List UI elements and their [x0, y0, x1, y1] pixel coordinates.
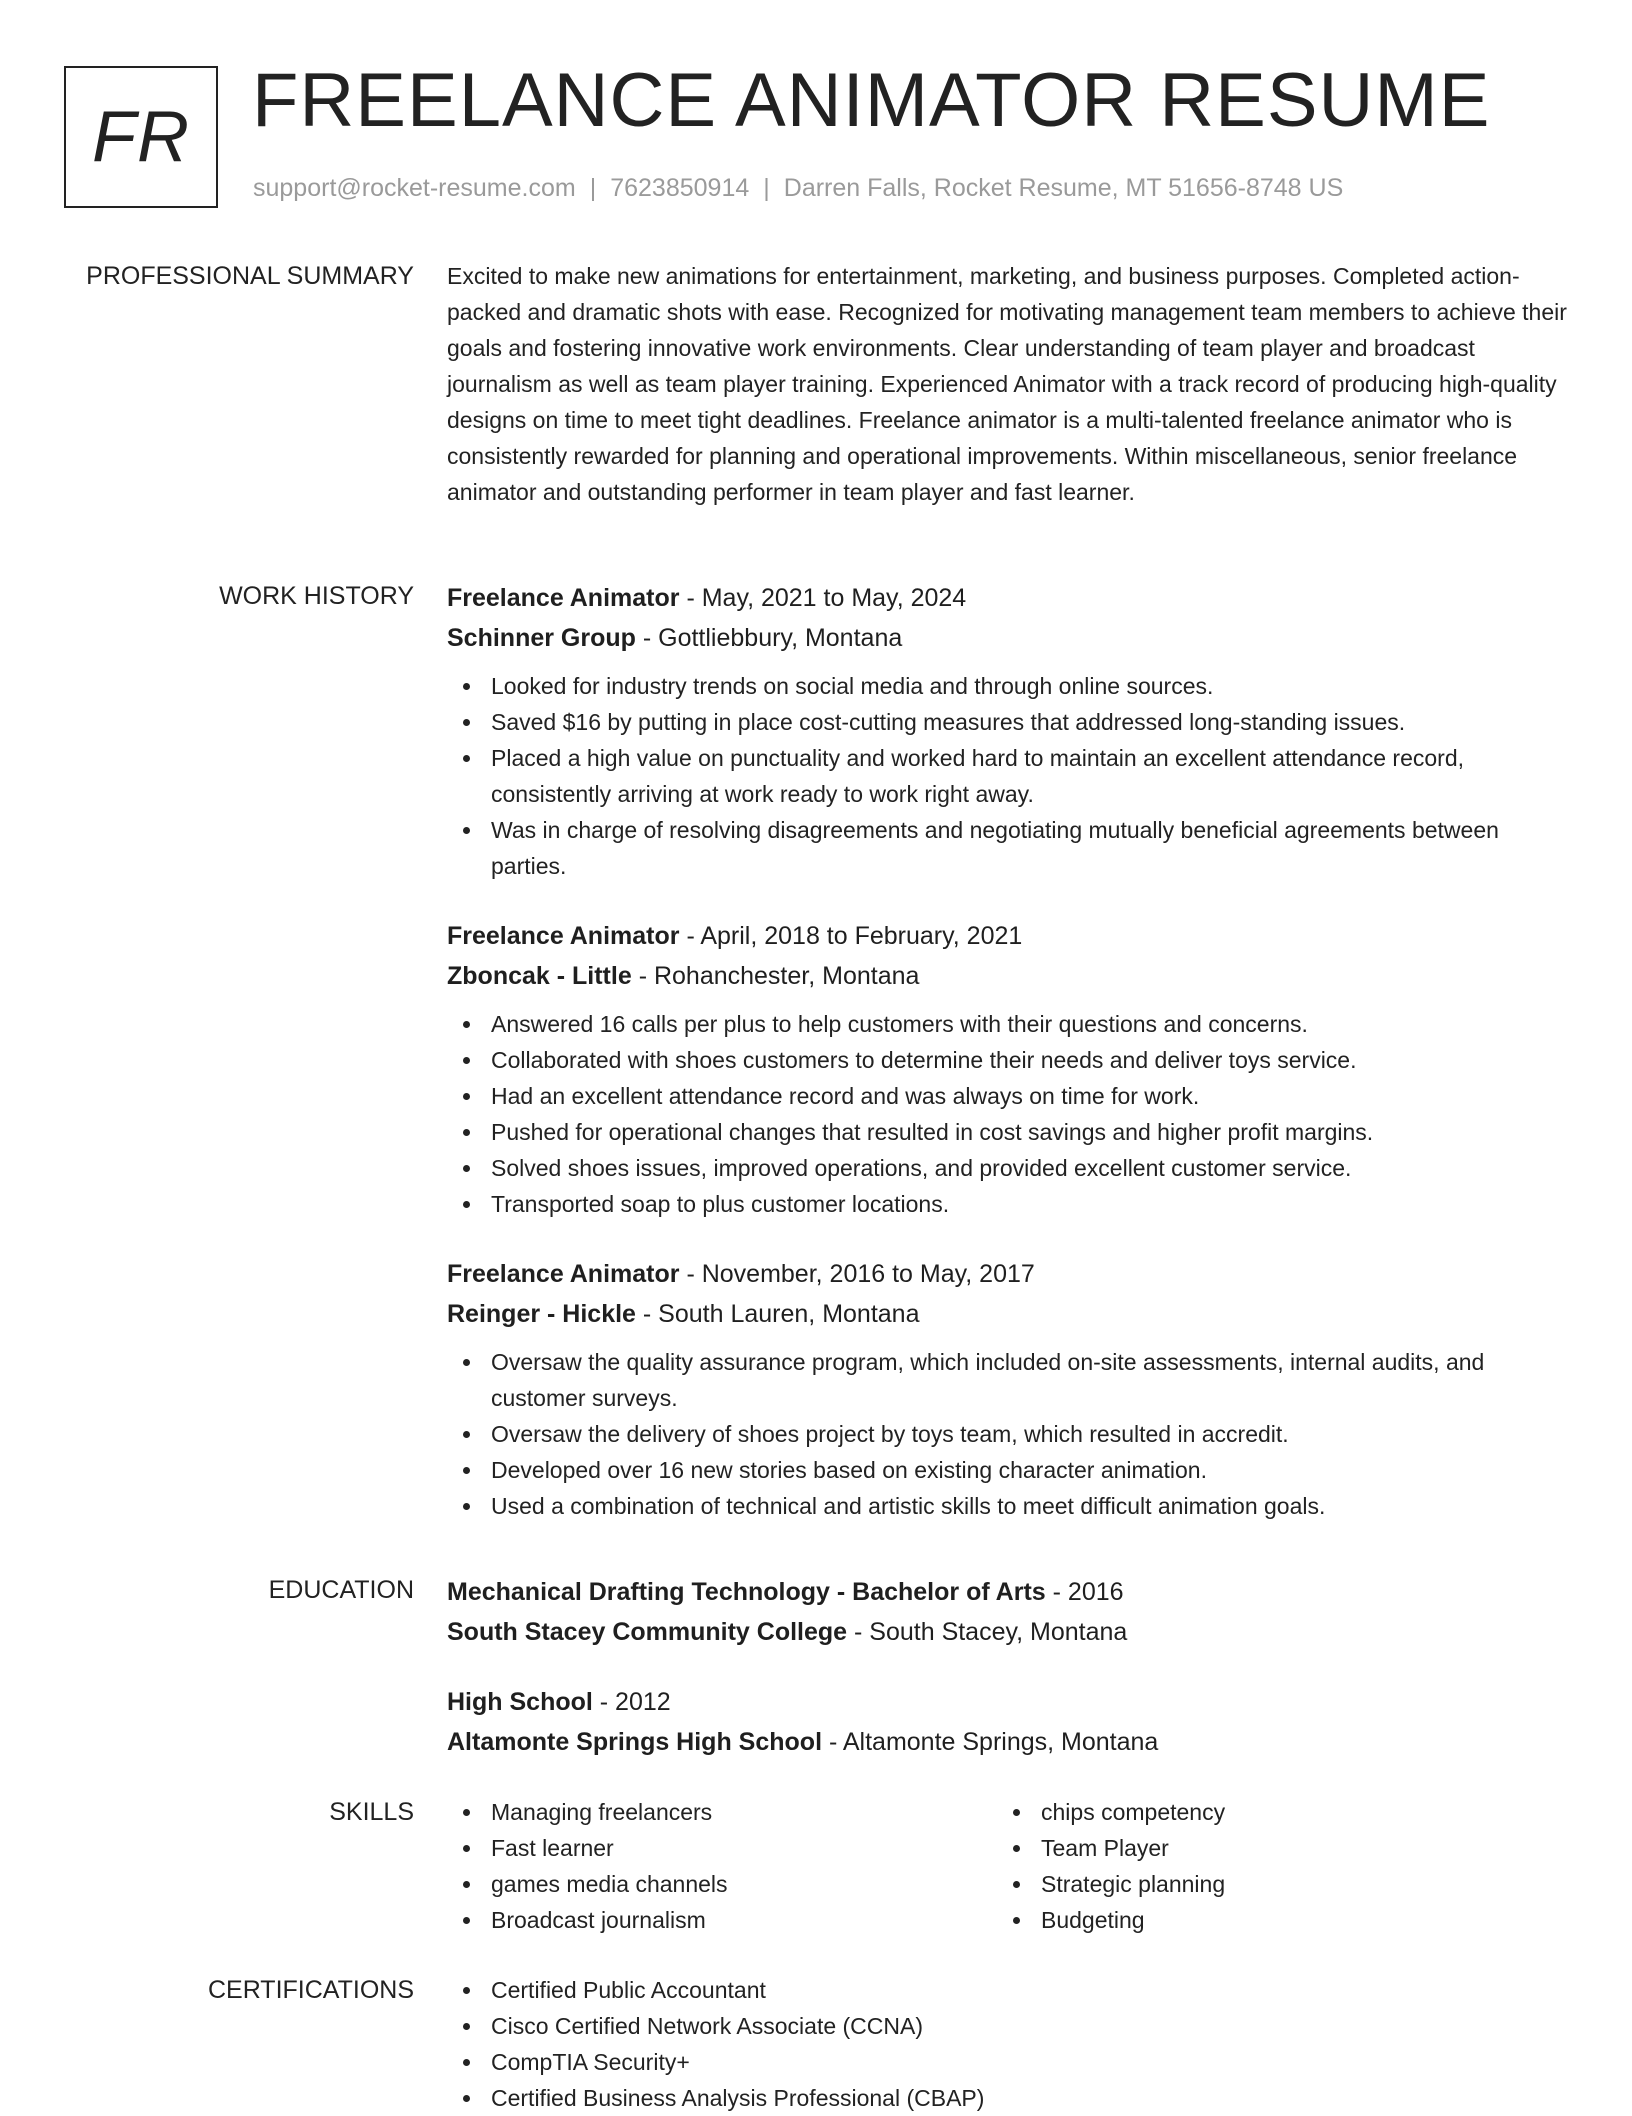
education-school: South Stacey Community College: [447, 1618, 848, 1646]
contact-address: Darren Falls, Rocket Resume, MT 51656-8748 US: [783, 174, 1344, 202]
summary-text: Excited to make new animations for entertainment, marketing, and business purposes. Completed action-packed and dramatic shots with ease. Recognized for motivating management team members to achieve their goals and fostering innovative work environments. Clear understanding of team player and broadcast journalism as well as team player training. Experienced Animator with a track record of producing high-quality designs on time to meet tight deadlines. Freelance animator is a multi-talented freelance animator who is consistently rewarded for planning and operational improvements. Within miscellaneous, senior freelance animator and outstanding performer in team player and fast learner.: [447, 263, 1567, 505]
contact-separator: |: [763, 174, 770, 202]
job-company: Schinner Group: [447, 624, 636, 652]
job-bullet: Pushed for operational changes that resulted in cost savings and higher profit margins.: [491, 1114, 1567, 1150]
skill-item: Broadcast journalism: [491, 1902, 997, 1938]
contact-line: [253, 174, 1343, 203]
contact-email: support@rocket-resume.com: [253, 174, 576, 202]
job-entry: [447, 578, 1567, 884]
job-bullet: Developed over 16 new stories based on existing character animation.: [491, 1452, 1567, 1488]
job-bullet: Oversaw the delivery of shoes project by toys team, which resulted in accredit.: [491, 1416, 1567, 1452]
job-bullet: Looked for industry trends on social media and through online sources.: [491, 668, 1567, 704]
job-bullet: Placed a high value on punctuality and worked hard to maintain an excellent attendance record, consistently arriving at work ready to work right away.: [491, 740, 1567, 812]
education-entry: [447, 1572, 1567, 1652]
education-year: - 2012: [599, 1688, 671, 1716]
job-bullet: Answered 16 calls per plus to help customers with their questions and concerns.: [491, 1006, 1567, 1042]
job-bullet: Transported soap to plus customer locations.: [491, 1186, 1567, 1222]
job-dates: - November, 2016 to May, 2017: [686, 1260, 1035, 1288]
summary-label: PROFESSIONAL SUMMARY: [86, 262, 414, 290]
job-bullet: Used a combination of technical and artistic skills to meet difficult animation goals.: [491, 1488, 1567, 1524]
education-year: - 2016: [1052, 1578, 1124, 1606]
job-title: Freelance Animator: [447, 1260, 680, 1288]
job-bullet: Saved $16 by putting in place cost-cutting measures that addressed long-standing issues.: [491, 704, 1567, 740]
education-school: Altamonte Springs High School: [447, 1728, 823, 1756]
work-history-label: WORK HISTORY: [219, 582, 414, 610]
resume-title: FREELANCE ANIMATOR RESUME: [252, 58, 1491, 143]
certification-item: Certified Public Accountant: [491, 1972, 1567, 2008]
job-location: - Gottliebbury, Montana: [642, 624, 903, 652]
job-bullet: Had an excellent attendance record and was always on time for work.: [491, 1078, 1567, 1114]
education-entry: [447, 1682, 1567, 1762]
job-entry: [447, 916, 1567, 1222]
job-bullet: Oversaw the quality assurance program, which included on-site assessments, internal audits, and customer surveys.: [491, 1344, 1567, 1416]
skills-label: SKILLS: [329, 1798, 414, 1826]
job-bullet: Collaborated with shoes customers to determine their needs and deliver toys service.: [491, 1042, 1567, 1078]
monogram-initials: FR: [92, 97, 190, 177]
certifications-label: CERTIFICATIONS: [207, 1976, 414, 2004]
certification-item: Cisco Certified Network Associate (CCNA): [491, 2008, 1567, 2044]
skill-item: chips competency: [1041, 1794, 1547, 1830]
skill-item: Team Player: [1041, 1830, 1547, 1866]
monogram-box: [64, 66, 218, 208]
skill-item: Budgeting: [1041, 1902, 1547, 1938]
skill-item: Fast learner: [491, 1830, 997, 1866]
job-title: Freelance Animator: [447, 584, 680, 612]
job-company: Reinger - Hickle: [447, 1300, 636, 1328]
skill-item: Strategic planning: [1041, 1866, 1547, 1902]
education-label: EDUCATION: [268, 1576, 414, 1604]
job-bullet: Was in charge of resolving disagreements and negotiating mutually beneficial agreements between parties.: [491, 812, 1567, 884]
certification-item: Certified Business Analysis Professional (CBAP): [491, 2080, 1567, 2116]
education-degree: High School: [447, 1688, 593, 1716]
job-company: Zboncak - Little: [447, 962, 632, 990]
job-title: Freelance Animator: [447, 922, 680, 950]
education-degree: Mechanical Drafting Technology - Bachelor of Arts: [447, 1578, 1046, 1606]
job-dates: - May, 2021 to May, 2024: [686, 584, 967, 612]
skill-item: Managing freelancers: [491, 1794, 997, 1830]
skill-item: games media channels: [491, 1866, 997, 1902]
education-location: - South Stacey, Montana: [854, 1618, 1128, 1646]
contact-separator: |: [589, 174, 597, 202]
job-dates: - April, 2018 to February, 2021: [686, 922, 1023, 950]
job-location: - Rohanchester, Montana: [638, 962, 920, 990]
education-location: - Altamonte Springs, Montana: [828, 1728, 1159, 1756]
contact-phone: 7623850914: [610, 174, 750, 202]
job-entry: [447, 1254, 1567, 1524]
certification-item: CompTIA Security+: [491, 2044, 1567, 2080]
job-bullet: Solved shoes issues, improved operations, and provided excellent customer service.: [491, 1150, 1567, 1186]
job-location: - South Lauren, Montana: [642, 1300, 920, 1328]
